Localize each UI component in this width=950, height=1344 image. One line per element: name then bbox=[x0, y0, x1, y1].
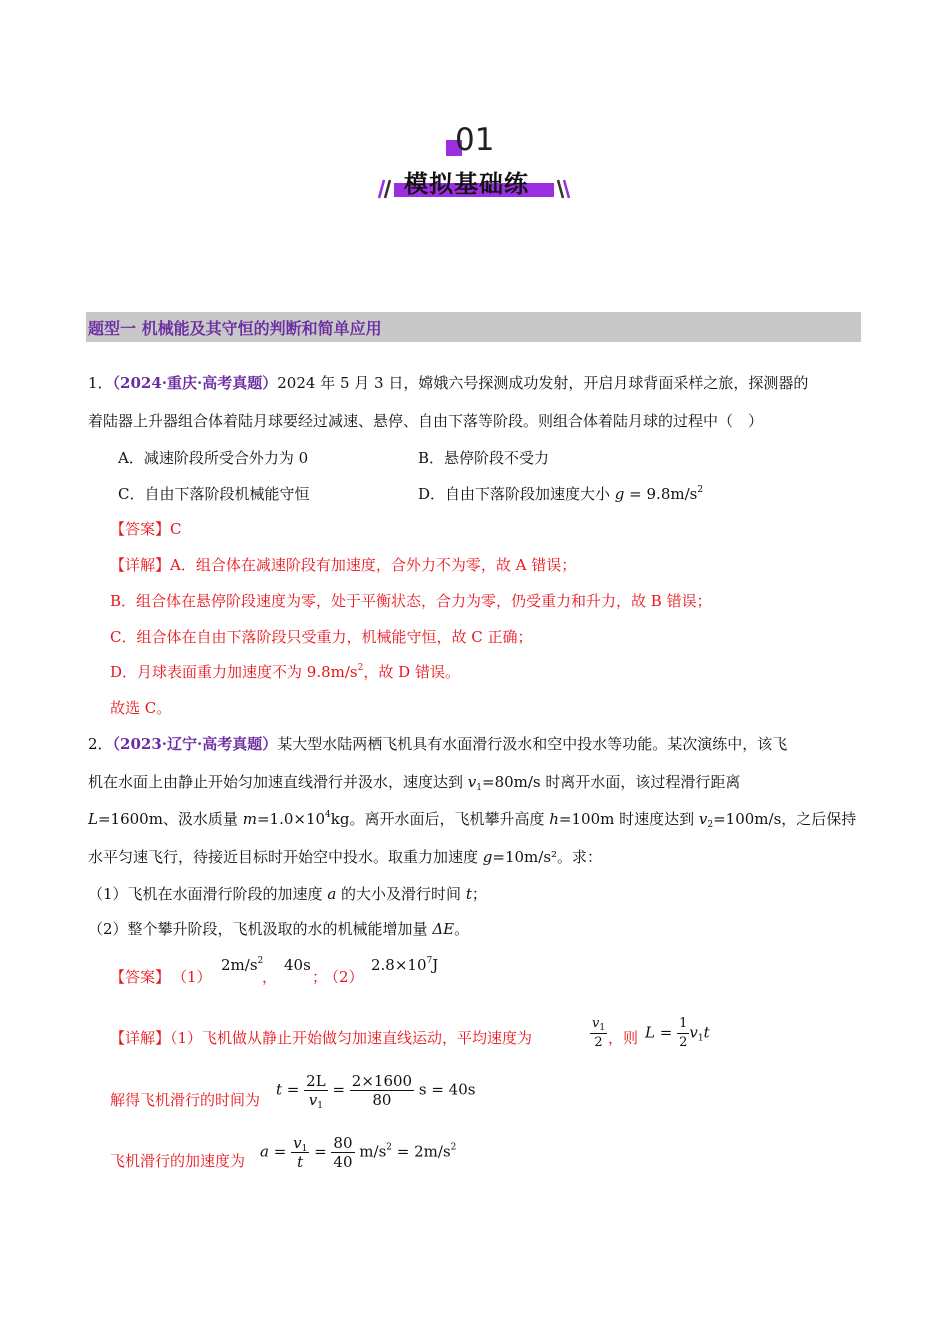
q1-detail-d: D．月球表面重力加速度不为 $9.8m/s^2$，故 D 错误。 bbox=[110, 663, 460, 681]
q2-detail-1: 【详解】（1）飞机做从静止开始做匀加速直线运动，平均速度为 bbox=[110, 1029, 533, 1047]
q2-answer-comma: ， bbox=[262, 968, 278, 986]
q1-option-d: D．自由下落阶段加速度大小 $g = 9.8m/s^2$ bbox=[418, 485, 704, 503]
q1-detail-b: B．组合体在悬停阶段速度为零，处于平衡状态，合力为零，仍受重力和升力，故 B 错误； bbox=[110, 592, 712, 610]
q2-detail-1-avg-velocity: $\frac{v_1}{2}$ bbox=[592, 1016, 606, 1050]
q2-answer-time: 40s bbox=[284, 956, 311, 974]
q2-solve-time-formula: t = $\frac{2L}{v_1}$ = $\frac{2\times 1600}{80}$ s = 40s bbox=[276, 1072, 476, 1111]
q2-answer-label: 【答案】 bbox=[110, 968, 171, 986]
q1-choose: 故选 C。 bbox=[110, 699, 172, 717]
q1-option-a: A．减速阶段所受合外力为 0 bbox=[118, 449, 309, 467]
q2-line-4: 水平匀速飞行，待接近目标时开始空中投水。取重力加速度 g=10m/s²。求： bbox=[88, 848, 603, 866]
q2-detail-1-formula: L = $\frac{1}{2}$ $v_1t$ bbox=[645, 1016, 710, 1050]
q2-answer-acceleration: $2m/s^2$ bbox=[221, 956, 264, 974]
q2-solve-time-label: 解得飞机滑行的时间为 bbox=[110, 1091, 261, 1109]
chapter-number: 01 bbox=[455, 122, 495, 158]
right-slash-decoration bbox=[556, 178, 574, 200]
q2-solve-accel-formula: a = $\frac{v_1}{t}$ = $\frac{80}{40}$ $m/s^2 = 2m/s^2$ bbox=[260, 1134, 457, 1171]
q2-sub-question-2: （2）整个攀升阶段，飞机汲取的水的机械能增加量 ΔE。 bbox=[88, 920, 470, 938]
left-slash-decoration bbox=[374, 178, 392, 200]
q1-source: （2024·重庆·高考真题） bbox=[112, 374, 278, 392]
q1-answer: 【答案】C bbox=[110, 520, 182, 538]
chapter-title: 模拟基础练 bbox=[404, 170, 529, 198]
q1-detail-a: 【详解】A．组合体在减速阶段有加速度，合外力不为零，故 A 错误； bbox=[110, 556, 577, 574]
q2-sub-question-1: （1）飞机在水面滑行阶段的加速度 a 的大小及滑行时间 t； bbox=[88, 885, 487, 903]
q1-option-b: B．悬停阶段不受力 bbox=[418, 449, 550, 467]
q2-solve-accel-label: 飞机滑行的加速度为 bbox=[110, 1152, 246, 1170]
q1-stem-2: 着陆器上升器组合体着陆月球要经过减速、悬停、自由下落等阶段。则组合体着陆月球的过程中（ ） bbox=[88, 412, 764, 430]
section-heading: 题型一 机械能及其守恒的判断和简单应用 bbox=[88, 319, 382, 338]
q2-answer-part-1: （1） bbox=[172, 968, 212, 986]
q1-number: 1． bbox=[88, 374, 113, 392]
q2-number: 2． bbox=[88, 735, 113, 753]
q1-line-1 bbox=[88, 373, 808, 393]
q2-answer-part-2: （2） bbox=[324, 968, 364, 986]
q2-detail-1-then: ，则 bbox=[608, 1029, 639, 1047]
q1-detail-c: C．组合体在自由下落阶段只受重力，机械能守恒，故 C 正确； bbox=[110, 628, 533, 646]
q2-line-2: 机在水面上由静止开始匀加速直线滑行并汲水，速度达到 $v_1=80m/s$ 时离开水面，该过程滑行距离 bbox=[88, 773, 741, 793]
q1-option-c: C．自由下落阶段机械能守恒 bbox=[118, 485, 310, 503]
q2-source: （2023·辽宁·高考真题） bbox=[112, 735, 278, 753]
q2-line-3: L=1600m、汲水质量 $m=1.0\times 10^4kg$。离开水面后，飞机攀升高度 h=100m 时速度达到 $v_2=100m/s$，之后保持 bbox=[88, 810, 857, 830]
q2-answer-energy: $2.8\times 10^7J$ bbox=[371, 956, 439, 974]
q2-line-1: 2．（2023·辽宁·高考真题）某大型水陆两栖飞机具有水面滑行汲水和空中投水等功能。某次演练中，该飞 bbox=[88, 735, 788, 753]
q1-stem-1: 2024 年 5 月 3 日，嫦娥六号探测成功发射，开启月球背面采样之旅，探测器的 bbox=[277, 374, 809, 392]
q2-answer-semicolon: ； bbox=[312, 968, 328, 986]
